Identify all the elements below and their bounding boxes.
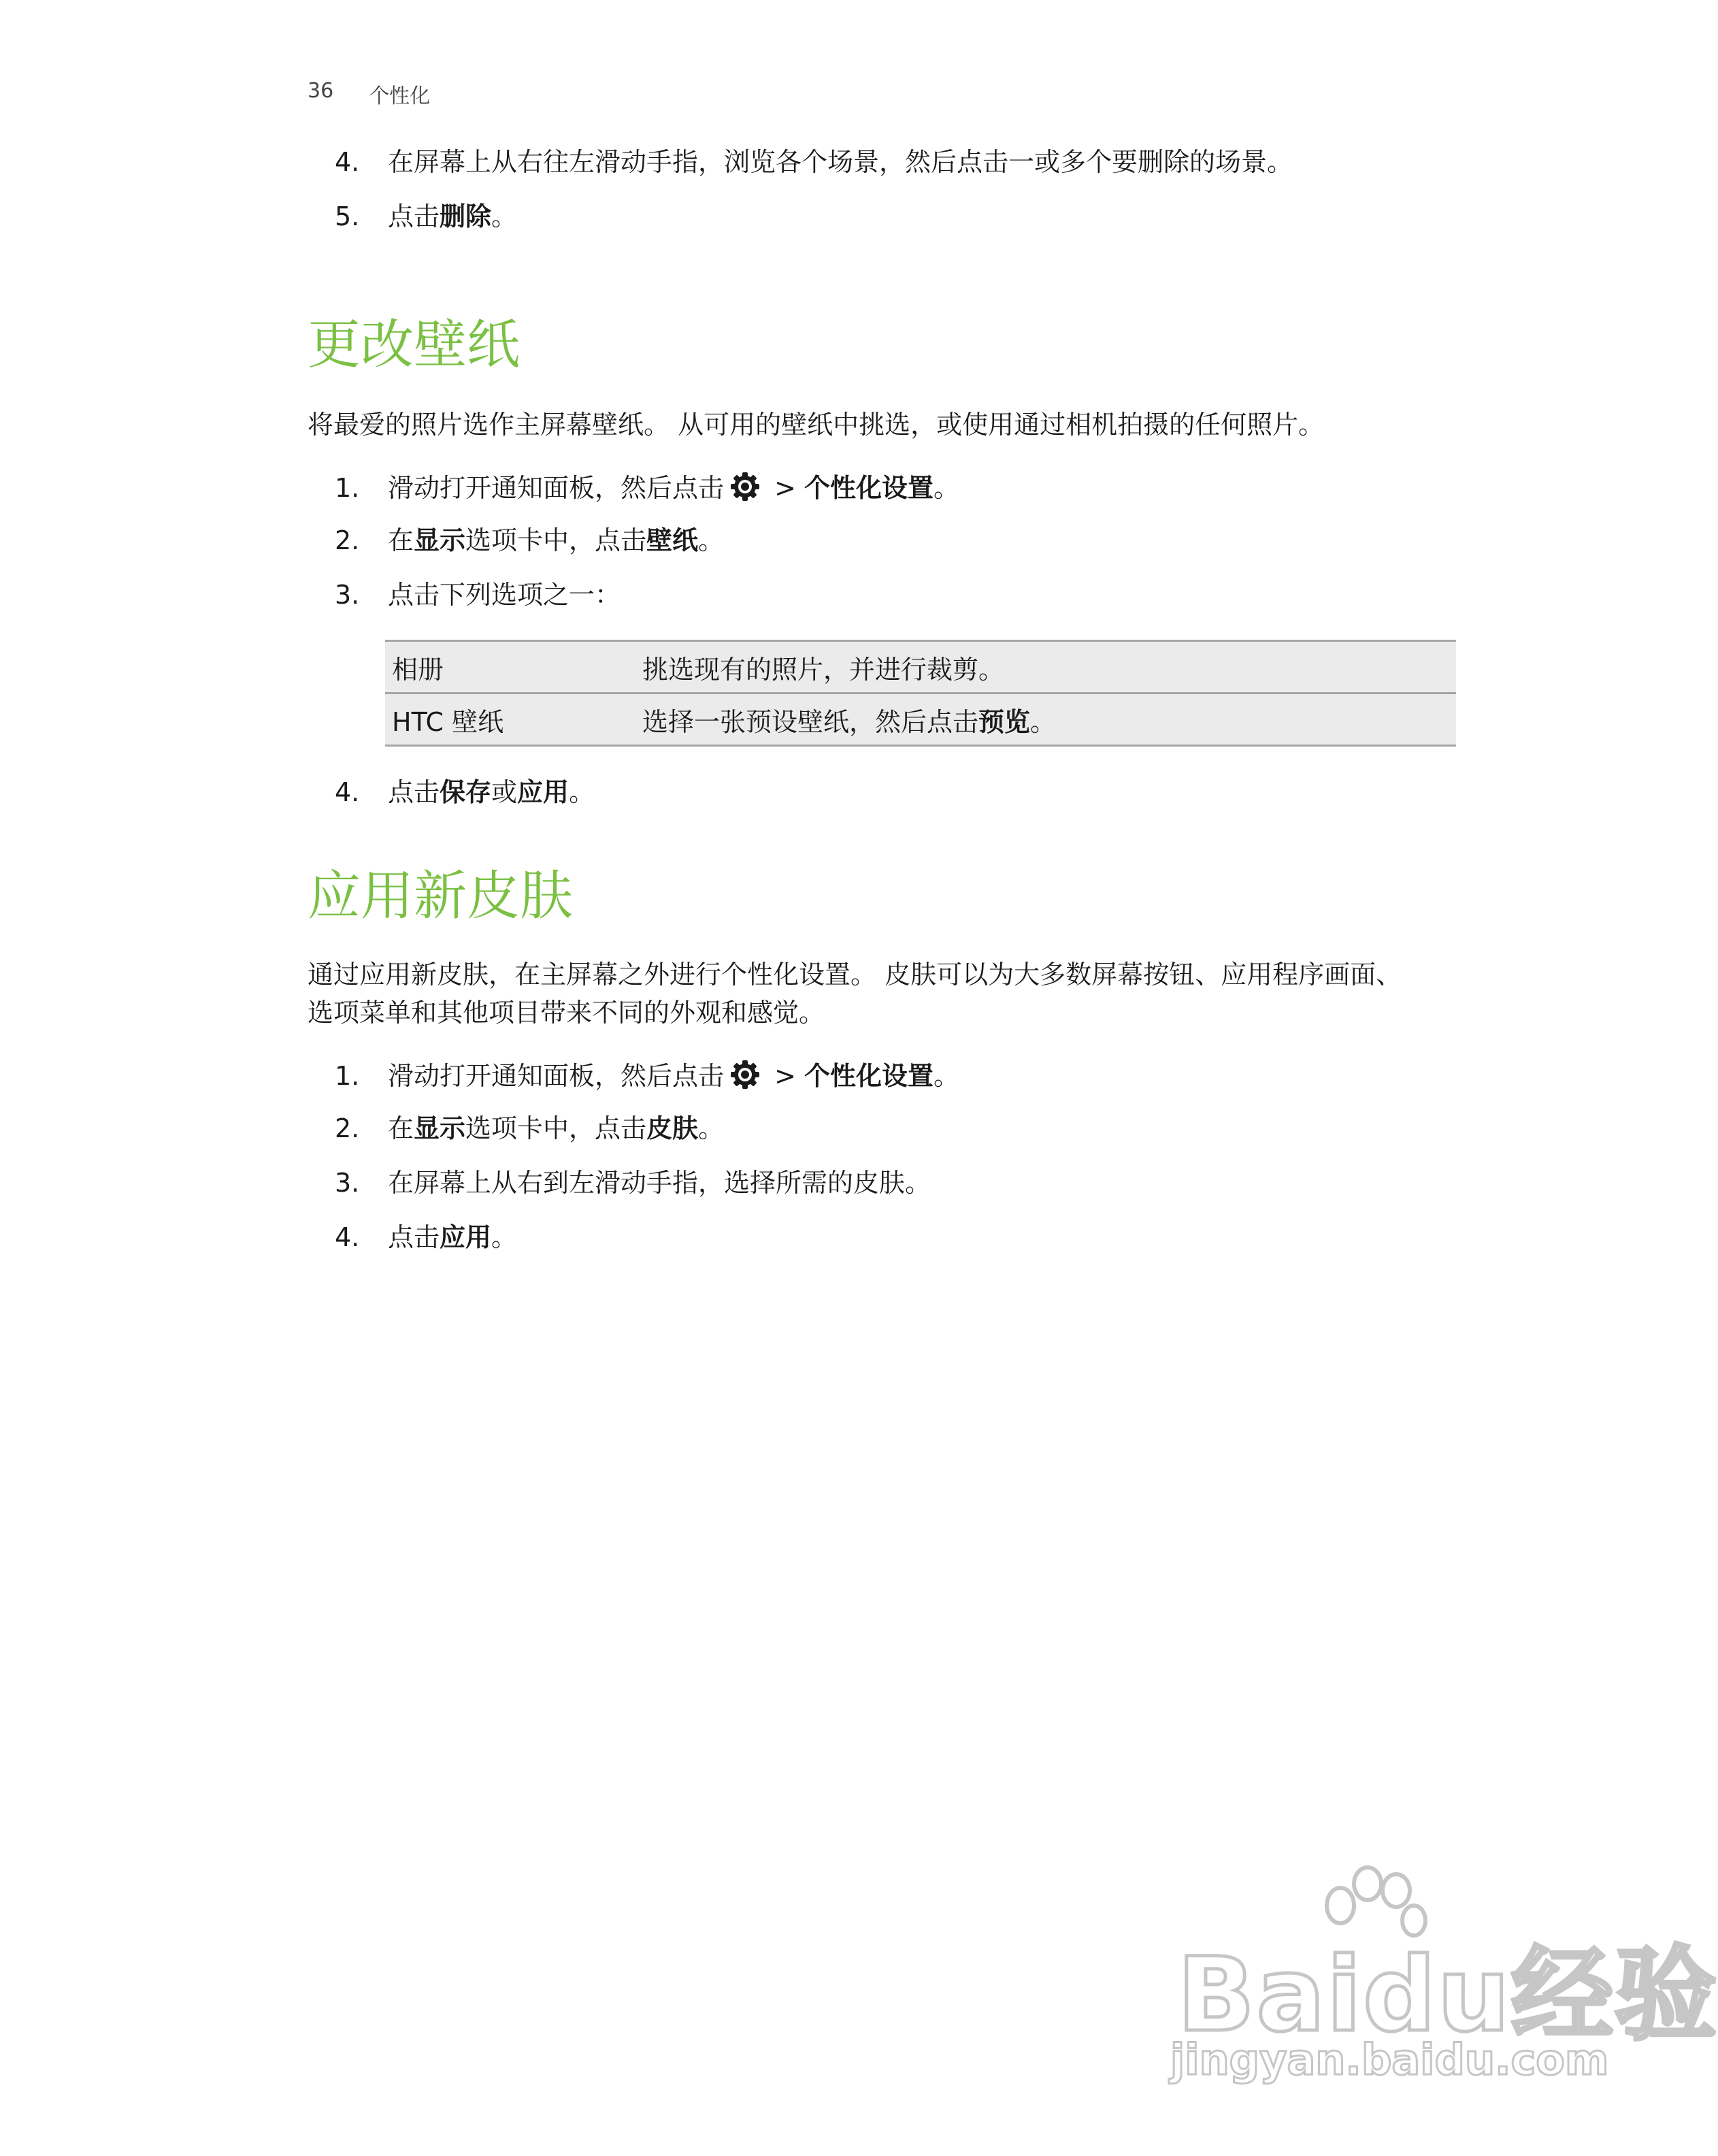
text-run: 在屏幕上从右往左滑动手指，浏览各个场景，然后点击一或多个要删除的场景。 xyxy=(388,147,1293,177)
prev-step-5: 5. 点击删除。 xyxy=(335,201,518,231)
watermark-url: jingyan.baidu.com xyxy=(1170,2035,1609,2085)
ui-term: 保存 xyxy=(440,777,492,807)
text-run: 或 xyxy=(491,777,518,807)
ui-term: 应用 xyxy=(440,1222,492,1252)
wallpaper-step-4: 4. 点击保存或应用。 xyxy=(335,777,595,807)
page-number: 36 xyxy=(308,79,334,103)
text-run: 选项卡中，点击 xyxy=(465,1113,647,1143)
skin-step-3: 3. 在屏幕上从右到左滑动手指，选择所需的皮肤。 xyxy=(335,1168,931,1198)
ui-term: 壁纸 xyxy=(646,525,699,555)
step-text xyxy=(388,201,517,231)
text-run: 点击 xyxy=(388,777,440,807)
step-text xyxy=(388,1113,724,1143)
ui-term: 皮肤 xyxy=(646,1113,699,1143)
skin-heading: 应用新皮肤 xyxy=(308,866,574,927)
page-header xyxy=(308,79,430,109)
ui-term: 显示 xyxy=(414,1113,466,1143)
text-run: 选项卡中，点击 xyxy=(465,525,647,555)
gear-icon xyxy=(728,1058,762,1092)
ui-term: 应用 xyxy=(517,777,569,807)
skin-intro-line-1: 通过应用新皮肤，在主屏幕之外进行个性化设置。 皮肤可以为大多数屏幕按钮、应用程序画面、 xyxy=(308,960,1402,990)
table-row xyxy=(385,641,1456,693)
text-run: 选择一张预设壁纸，然后点击 xyxy=(642,706,979,737)
text-run: 点击 xyxy=(388,1222,440,1252)
watermark-brand: Baidu经验 xyxy=(1177,1936,1718,2055)
skin-step-4: 4. 点击应用。 xyxy=(335,1222,518,1252)
prev-step-4: 4. 在屏幕上从右往左滑动手指，浏览各个场景，然后点击一或多个要删除的场景。 xyxy=(335,147,1293,177)
step-text xyxy=(388,777,595,807)
wallpaper-heading: 更改壁纸 xyxy=(308,314,521,376)
skin-step-2: 2. 在显示选项卡中，点击皮肤。 xyxy=(335,1113,725,1143)
text-run: 点击 xyxy=(388,201,440,231)
skin-step-1: 1. 滑动打开通知面板，然后点击 > 个性化设置。 xyxy=(335,1058,959,1092)
ui-term: 显示 xyxy=(414,525,466,555)
wallpaper-intro: 将最爱的照片选作主屏幕壁纸。 从可用的壁纸中挑选，或使用通过相机拍摄的任何照片。 xyxy=(308,410,1325,440)
text-run: 。 xyxy=(1030,706,1057,737)
text-run: 。 xyxy=(491,201,518,231)
text-run: 。 xyxy=(698,525,725,555)
option-desc xyxy=(635,693,1456,746)
text-run: 。 xyxy=(569,777,595,807)
header-section: 个性化 xyxy=(369,84,431,108)
skin-intro-line-2: 选项菜单和其他项目带来不同的外观和感觉。 xyxy=(308,998,825,1028)
baidu-watermark xyxy=(1157,1865,1718,2089)
option-desc xyxy=(635,641,1456,693)
text-run: 。 xyxy=(491,1222,518,1252)
ui-term: 预览 xyxy=(978,706,1031,737)
text-run: 在 xyxy=(388,525,414,555)
text-run: 。 xyxy=(698,1113,725,1143)
table-row xyxy=(385,693,1456,746)
wallpaper-step-3: 3. 点击下列选项之一： xyxy=(335,580,621,610)
wallpaper-step-1: 1. 滑动打开通知面板，然后点击 > 个性化设置。 xyxy=(335,470,959,504)
text-run: 在 xyxy=(388,1113,414,1143)
ui-term: 删除 xyxy=(440,201,492,231)
wallpaper-options-table xyxy=(385,640,1456,747)
step-text xyxy=(388,525,724,555)
option-name: HTC 壁纸 xyxy=(385,693,635,746)
step-text xyxy=(388,147,1293,177)
wallpaper-step-2: 2. 在显示选项卡中，点击壁纸。 xyxy=(335,525,725,555)
gear-icon xyxy=(728,470,762,504)
step-text xyxy=(388,1222,517,1252)
option-name: 相册 xyxy=(385,641,635,693)
text-run: 挑选现有的照片，并进行裁剪。 xyxy=(642,654,1005,685)
